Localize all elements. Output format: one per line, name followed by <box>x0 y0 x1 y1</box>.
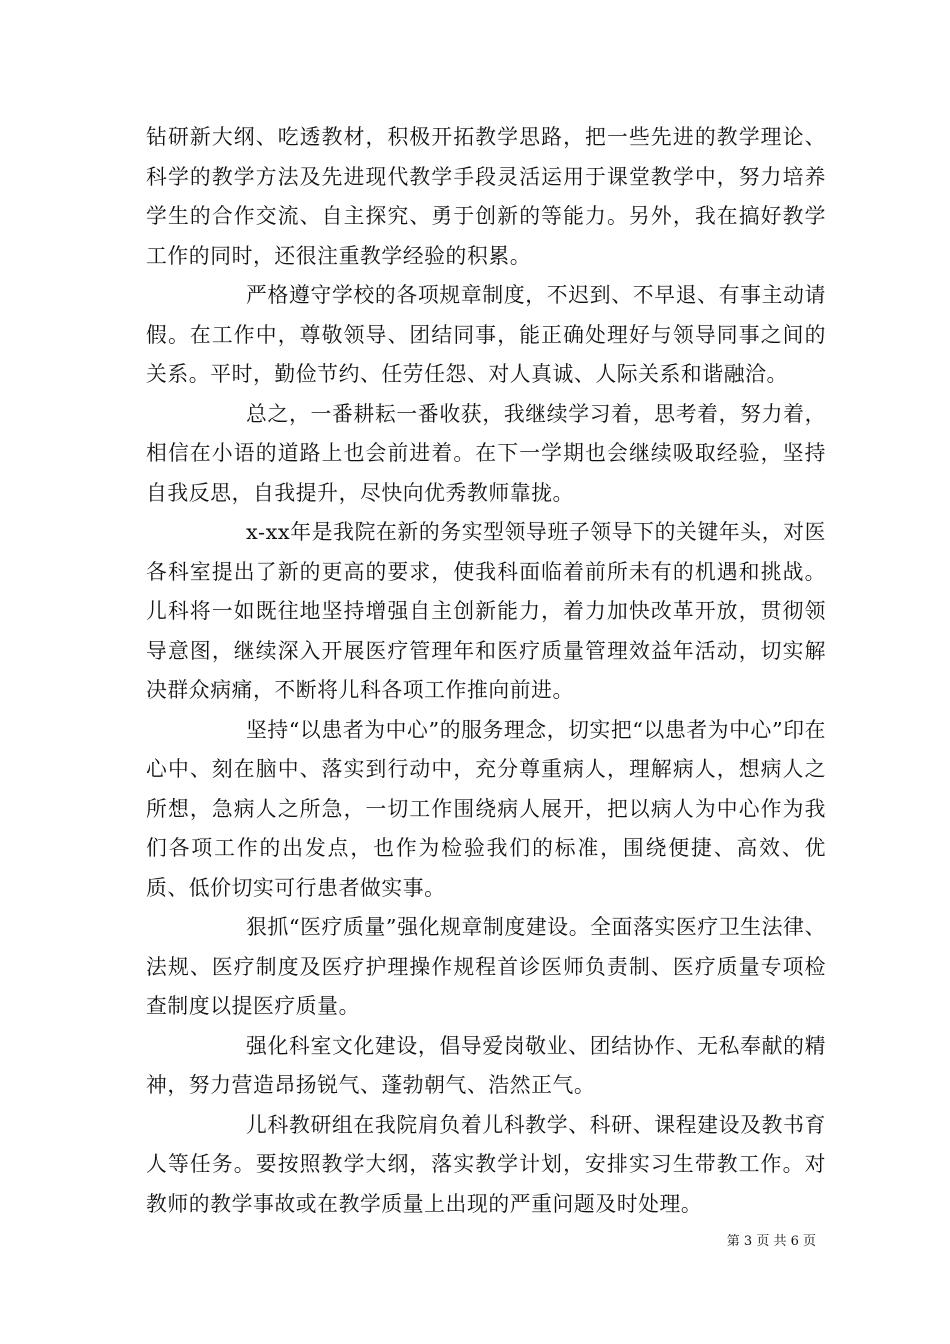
paragraph-3: 总之，一番耕耘一番收获，我继续学习着，思考着，努力着，相信在小语的道路上也会前进着。在下一学期也会继续吸取经验，坚持自我反思，自我提升，尽快向优秀教师靠拢。 <box>146 401 826 505</box>
paragraph-6: 狠抓“医疗质量”强化规章制度建设。全面落实医疗卫生法律、法规、医疗制度及医疗护理操作规程首诊医师负责制、医疗质量专项检查制度以提医疗质量。 <box>146 915 826 1018</box>
paragraph-7: 强化科室文化建设，倡导爱岗敬业、团结协作、无私奉献的精神，努力营造昂扬锐气、蓬勃朝气、浩然正气。 <box>146 1033 826 1097</box>
paragraph-1: 钻研新大纲、吃透教材，积极开拓教学思路，把一些先进的教学理论、科学的教学方法及先进现代教学手段灵活运用于课堂教学中，努力培养学生的合作交流、自主探究、勇于创新的等能力。另外，我在搞好教学工作的同时，还很注重教学经验的积累。 <box>146 125 826 268</box>
document-body <box>146 118 826 1224</box>
paragraph-5: 坚持“以患者为中心”的服务理念，切实把“以患者为中心”印在心中、刻在脑中、落实到行动中，充分尊重病人，理解病人，想病人之所想，急病人之所急，一切工作围绕病人展开，把以病人为中心作为我们各项工作的出发点，也作为检验我们的标准，围绕便捷、高效、优质、低价切实可行患者做实事。 <box>146 717 826 900</box>
paragraph-4: x-xx年是我院在新的务实型领导班子领导下的关键年头，对医各科室提出了新的更高的要求，使我科面临着前所未有的机遇和挑战。儿科将一如既往地坚持增强自主创新能力，着力加快改革开放，贯彻领导意图，继续深入开展医疗管理年和医疗质量管理效益年活动，切实解决群众病痛，不断将儿科各项工作推向前进。 <box>146 520 826 702</box>
paragraph-8: 儿科教研组在我院肩负着儿科教学、科研、课程建设及教书育人等任务。要按照教学大纲，落实教学计划，安排实习生带教工作。对教师的教学事故或在教学质量上出现的严重问题及时处理。 <box>146 1112 826 1216</box>
paragraph-2: 严格遵守学校的各项规章制度，不迟到、不早退、有事主动请假。在工作中，尊敬领导、团结同事，能正确处理好与领导同事之间的关系。平时，勤俭节约、任劳任怨、对人真诚、人际关系和谐融洽。 <box>146 283 826 386</box>
page-number-footer: 第 3 页 共 6 页 <box>726 1234 816 1249</box>
